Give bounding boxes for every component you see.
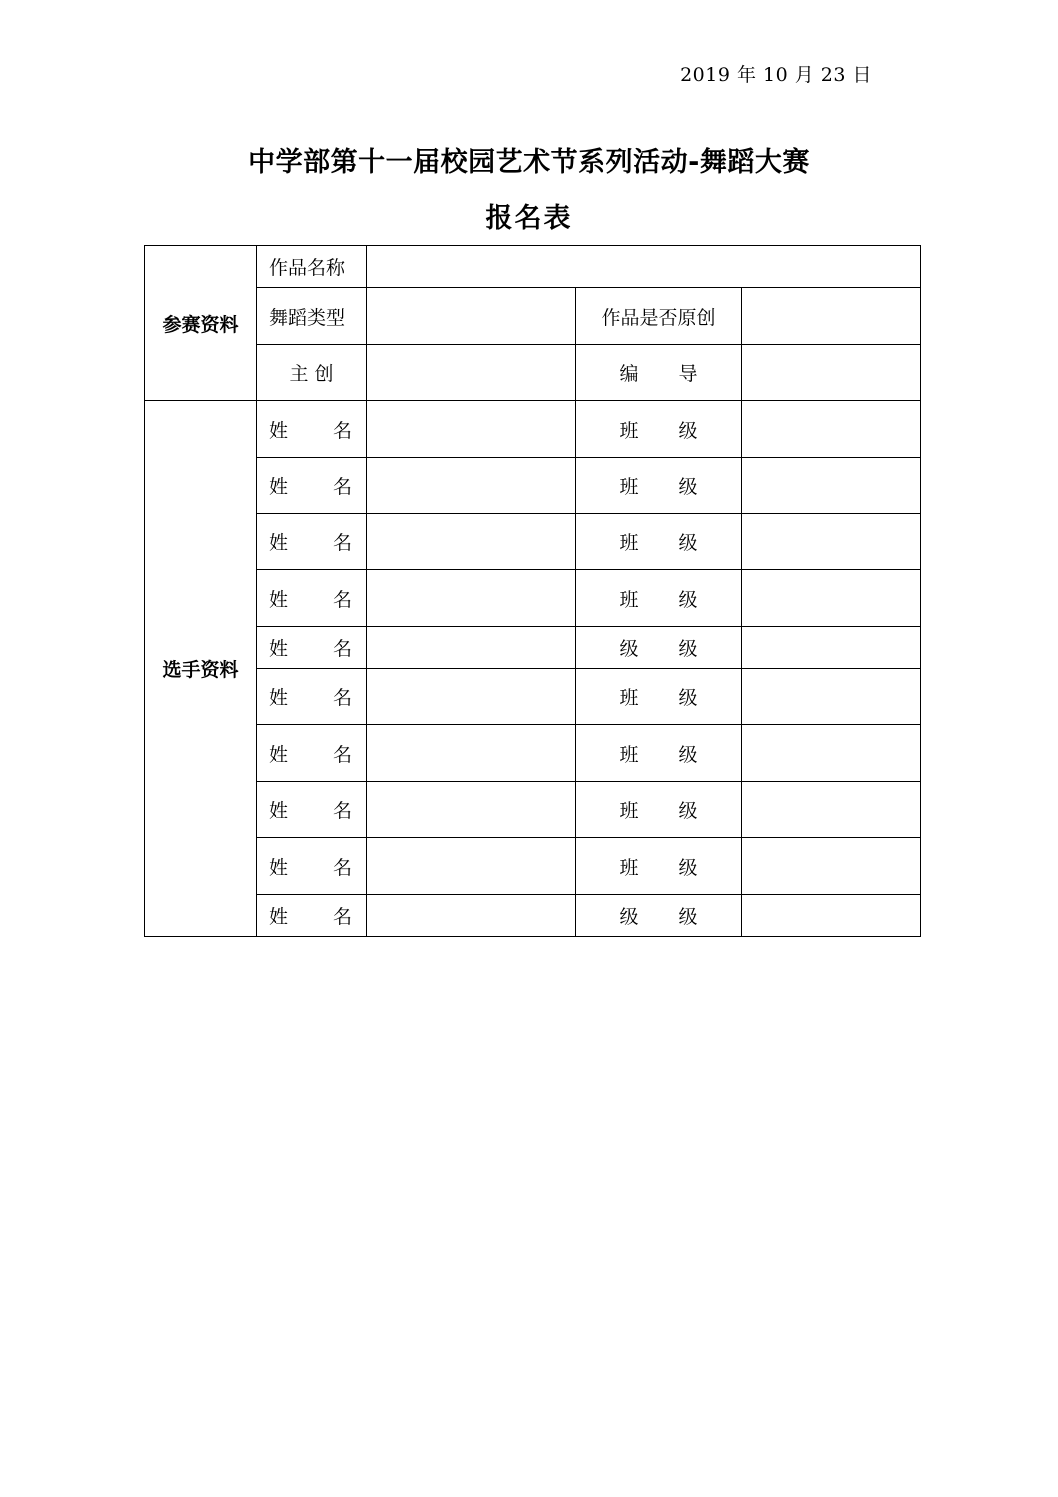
player-name-label-part-2: 名: [332, 906, 352, 928]
player-class-field[interactable]: [742, 570, 921, 627]
player-class-field[interactable]: [742, 782, 921, 838]
player-name-label-part-1: 姓: [269, 638, 289, 660]
player-class-label-part-2: 级: [678, 800, 698, 822]
work-name-label: 作品名称: [257, 246, 367, 288]
player-name-label: [257, 669, 367, 725]
director-label: [576, 345, 742, 401]
player-name-label-part-1: 姓: [269, 800, 289, 822]
player-class-label-part-1: 级: [619, 638, 639, 660]
page-subtitle: 报名表: [485, 203, 573, 234]
player-name-label-part-1: 姓: [269, 419, 289, 442]
player-class-label-part-1: 级: [619, 906, 639, 928]
player-row: [145, 401, 921, 458]
player-class-field[interactable]: [742, 669, 921, 725]
player-name-label: [257, 401, 367, 458]
player-class-label: [576, 895, 742, 937]
player-name-label-part-1: 姓: [269, 906, 289, 928]
dance-type-row: [145, 288, 921, 345]
player-class-label-part-1: 班: [619, 856, 639, 879]
player-name-label: [257, 514, 367, 570]
player-class-field[interactable]: [742, 838, 921, 895]
player-name-label: [257, 725, 367, 782]
player-class-label: [576, 627, 742, 669]
player-row: [145, 782, 921, 838]
player-class-label-part-1: 班: [619, 476, 639, 498]
player-row: [145, 458, 921, 514]
dance-type-label: 舞蹈类型: [257, 288, 367, 345]
player-class-label-part-1: 班: [619, 800, 639, 822]
player-name-label-part-2: 名: [332, 588, 352, 611]
creator-row: [145, 345, 921, 401]
player-class-field[interactable]: [742, 725, 921, 782]
dance-type-field[interactable]: [367, 288, 576, 345]
creator-label: 主 创: [257, 345, 367, 401]
original-field[interactable]: [742, 288, 921, 345]
work-name-field[interactable]: [367, 246, 921, 288]
player-name-label-part-2: 名: [332, 687, 352, 709]
director-label-part-2: 导: [678, 363, 698, 385]
player-row: [145, 514, 921, 570]
player-name-label: [257, 838, 367, 895]
player-name-label-part-1: 姓: [269, 588, 289, 611]
player-row: [145, 669, 921, 725]
player-name-field[interactable]: [367, 458, 576, 514]
player-class-label-part-2: 级: [678, 743, 698, 766]
player-row: [145, 895, 921, 937]
player-class-label-part-1: 班: [619, 743, 639, 766]
player-class-label: [576, 570, 742, 627]
player-class-label-part-1: 班: [619, 532, 639, 554]
player-name-field[interactable]: [367, 669, 576, 725]
original-label: 作品是否原创: [576, 288, 742, 345]
player-class-label: [576, 725, 742, 782]
player-class-field[interactable]: [742, 895, 921, 937]
player-row: [145, 725, 921, 782]
player-row: [145, 570, 921, 627]
player-class-label: [576, 782, 742, 838]
player-class-label: [576, 514, 742, 570]
player-class-label: [576, 458, 742, 514]
registration-form-table: [144, 245, 921, 937]
player-name-field[interactable]: [367, 895, 576, 937]
player-class-field[interactable]: [742, 458, 921, 514]
player-class-label-part-2: 级: [678, 906, 698, 928]
creator-field[interactable]: [367, 345, 576, 401]
player-class-label-part-1: 班: [619, 687, 639, 709]
player-section-label: 选手资料: [145, 401, 257, 937]
director-label-part-1: 编: [619, 363, 639, 385]
player-name-label-part-2: 名: [332, 856, 352, 879]
player-name-label: [257, 627, 367, 669]
player-class-field[interactable]: [742, 514, 921, 570]
player-class-label-part-2: 级: [678, 687, 698, 709]
player-class-label-part-2: 级: [678, 588, 698, 611]
player-name-field[interactable]: [367, 401, 576, 458]
player-class-label-part-2: 级: [678, 638, 698, 660]
player-name-field[interactable]: [367, 514, 576, 570]
player-name-label-part-1: 姓: [269, 532, 289, 554]
player-class-label-part-1: 班: [619, 588, 639, 611]
player-class-label-part-1: 班: [619, 419, 639, 442]
player-name-label: [257, 895, 367, 937]
player-name-label-part-1: 姓: [269, 856, 289, 879]
player-name-field[interactable]: [367, 838, 576, 895]
player-class-field[interactable]: [742, 401, 921, 458]
player-name-label-part-2: 名: [332, 532, 352, 554]
work-name-row: [145, 246, 921, 288]
player-class-label-part-2: 级: [678, 476, 698, 498]
player-name-label: [257, 782, 367, 838]
player-name-label-part-2: 名: [332, 638, 352, 660]
player-name-label-part-1: 姓: [269, 743, 289, 766]
player-class-label-part-2: 级: [678, 532, 698, 554]
player-class-label: [576, 401, 742, 458]
player-class-field[interactable]: [742, 627, 921, 669]
player-name-field[interactable]: [367, 627, 576, 669]
player-name-field[interactable]: [367, 570, 576, 627]
player-row: [145, 627, 921, 669]
player-name-label: [257, 458, 367, 514]
player-class-label-part-2: 级: [678, 419, 698, 442]
player-class-label: [576, 669, 742, 725]
player-name-label: [257, 570, 367, 627]
player-row: [145, 838, 921, 895]
player-name-label-part-2: 名: [332, 743, 352, 766]
player-name-label-part-2: 名: [332, 800, 352, 822]
entry-section-label: 参赛资料: [145, 246, 257, 401]
player-class-label: [576, 838, 742, 895]
player-name-label-part-1: 姓: [269, 476, 289, 498]
player-name-field[interactable]: [367, 782, 576, 838]
player-name-label-part-1: 姓: [269, 687, 289, 709]
page-title: 中学部第十一届校园艺术节系列活动-舞蹈大赛: [248, 147, 810, 178]
player-name-label-part-2: 名: [332, 419, 352, 442]
player-class-label-part-2: 级: [678, 856, 698, 879]
player-name-field[interactable]: [367, 725, 576, 782]
document-date: 2019 年 10 月 23 日: [680, 64, 872, 86]
director-field[interactable]: [742, 345, 921, 401]
player-name-label-part-2: 名: [332, 476, 352, 498]
